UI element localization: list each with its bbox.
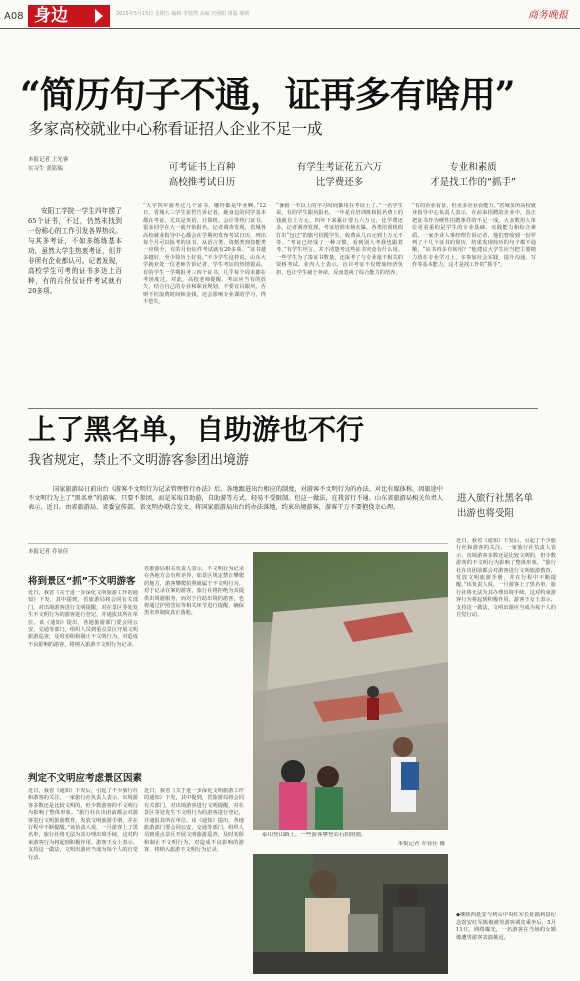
story2-deck: 我省规定，禁止不文明游客参团出境游 (28, 453, 250, 468)
story2-headline: 上了黑名单，自助游也不行 (28, 413, 365, 446)
story2-col2-body: 省旅游局相关负责人表示，不文明行为记录在各地方会有所差异，如景区规定禁止攀爬的地方，游客攀爬拍照就属于不文明行为。对于记录在案的游客，旅行社将拒绝为其提供出境游服务，而对于自助出境的游客，也将通过护照签证等相关环节进行提醒，确保黑名单制度真正落地。 (144, 566, 244, 617)
section-title: 身边 (34, 6, 68, 26)
photo-caption: 泰山登山路上，一些游客攀登岩石拍照嬉。 (262, 832, 367, 838)
story1-deck: 多家高校就业中心称看证招人企业不足一成 (28, 120, 323, 138)
story1-headline: “简历句子不通，证再多有啥用” (20, 74, 515, 116)
story1-col3-heading: 专业和素质 才是找工作的“抓手” (430, 162, 516, 188)
photo-credit: 本报记者 乔显佳 摄 (397, 841, 445, 847)
story2-col1-body-2: 近日，我省《通知》下发后，引起了不少旅行社和游客的关注。一家旅行社负责人表示，出境游客多数还是比较文明的，但少数游客的不文明行为影响了整体形象。“旅行社在出团前都会对游客进行文明旅游教育，发放文明旅游手册，并在行程中不断提醒。”该负责人说，一旦游客上了黑名单，旅行社将无法为其办理出境手续，这对约束游客行为将起到积极作用。游客王女士表示，支持这一做法，文明出游应当成为每个人的自觉行动。 (28, 788, 138, 861)
story2-lead: 国家旅游局日前出台《游客不文明行为记录管理暂行办法》后，各地跟进出台相应的制度，对游客不文明行为的办法、对比有媒体称，因旅途中不文明行为上了“黑名单”的游客，只要不参团，而是采取自助游，自助游等方式，轻易不受限制。但这一做法，在我省行不通。山东省旅游局相关负责人表示，近日，由省旅游局、省委宣传部、省文明办联合发文，将国家旅游局出台的办法落地，约束出境游客，游客干万不要抱侥幸心理。 (28, 486, 443, 511)
story1-col2-heading: 有学生考证花五六万 比学费还多 (296, 162, 383, 188)
photo2-caption: ◆继陕西延安与利山中央红军长征路利泉纪念馆安红军陈俊被男游客调皮乘坐后，5月11日，网络曝光，一名游客在当场的女婿像遭男游客表演挑逗。 (456, 912, 556, 941)
page-number: A08 (4, 11, 24, 22)
story2-subhead-2: 判定不文明应考虑景区因素 (28, 773, 143, 784)
story2-subhead-1: 将到景区“抓”不文明游客 (28, 576, 136, 587)
photo-statue (253, 854, 448, 974)
story1-col1-body: “大学四年游考过几个证书，哪样都是毕业啊。”12日，省城大三学生崔哲告诉记者，她身边的同学基本都在考证，尤其是英语、计算机、会计等热门证书，很多同学在大一就开始报名。记者调查发现，省城各高校就业指导中心都会在学期初发布考试日历，列出每个月可以报考的证书，从语言类、资格类到技能类一应俱全，有的月份证件考试就有20多项。“证书越多越好，至少简历上好看。”不少学生这样说。山东大学就业处一位老师告诉记者，学生考证的热情很高，有的学生一学期报考三四个证书，几乎每个周末都在考场度过。对此，高校老师提醒，考证应当有的放矢，结合自己的专业和职业规划，不要盲目跟风，否则不但浪费时间和金钱，还会影响专业课的学习，得不偿失。 (143, 203, 266, 306)
paper-logo: 商务晚报 (528, 10, 568, 21)
story2-byline: 本报记者 乔显佳 (28, 549, 69, 555)
chevron-icon (95, 9, 103, 23)
photo-scene (253, 552, 448, 830)
masthead-meta: 2015年5月15日 星期五 编辑 李倩然 美编 宫照阳 组版 郝莉 (116, 11, 250, 17)
story2-side-body: 近日，我省《通知》下发后，引起了不少旅行社和游客的关注。一家旅行社负责人表示，出境游客多数还是比较文明的，但少数游客的不文明行为影响了整体形象。“旅行社在出团前都会对游客进行文明旅游教育，发放文明旅游手册，并在行程中不断提醒。”该负责人说，一旦游客上了黑名单，旅行社将无法为其办理出境手续，这对约束游客行为将起到积极作用。游客王女士表示，支持这一做法，文明出游应当成为每个人的自觉行动。 (456, 538, 556, 619)
story1-col1-heading: 可考证书上百种 高校推考试日历 (168, 162, 236, 188)
story2-col1-body: 近日，我省《关于进一步深化文明旅游工作的通知》下发，其中提到，省旅游局将会同有关部门，对出境游客进行文明提醒，对在景区等处发生不文明行为的游客进行登记，并通报其所在单位。该《通知》提出，各地旅游部门要会同公安、交通等部门，组织人员到重点景区开展文明旅游巡查，及时劝阻和制止不文明行为，对造成不良影响的游客，将纳入旅游不文明行为记录。 (28, 590, 138, 648)
story2-side-heading: 进入旅行社黑名单 出游也将受阻 (457, 493, 534, 519)
story1-col3-body: “有的企业看证，但更多企业看能力。”省城多所高校就业指导中心负责人表示，在前来招聘的企业中，真正把证书作为硬性招聘条件的不足一成，大多数用人单位更看重的是学生的专业基础、实践能力和综合素质。一家企业人事经理告诉记者，他们曾收到一份罗列了十几个证书的简历，结果发现简历的句子都不通顺，“证书再多有啥用？”他建议大学生应当把主要精力放在专业学习上，多参加社会实践，提升沟通、写作等基本能力，这才是找工作的“抓手”。 (412, 203, 536, 269)
photo-statue-scene (253, 854, 448, 974)
photo-mountain-climbers (253, 552, 448, 830)
story1-byline: 本报记者 王光睿 实习生 张铭瑞 (28, 157, 69, 172)
story1-lead: 安阳工学院一学生四年捞了65个证书，不过，仍然未找到一份称心的工作引发各界热议。与其多考证，不如多练练基本功，虽然大学生热衷考证，但并非所有企业都认可。记者发现，高校学生可考的证书多达上百种，有的月份仅证件考试就有20多项。 (28, 207, 122, 295)
story1-col2-body: “暑假一半以上的学习时间都用在考证上了。”一名学生说，有的学生跟风报名，一年花在培训班和报名费上的钱就有上万元，四年下来累计要五六万元，比学费还多。记者调查发现，考证培训市场火爆，各类培训机构打出“包过”的旗号招揽学生，收费从几百元到上万元不等。“考证已经成了一种习惯，看到别人考我也跟着考。”有学生坦言，并不清楚考这些证书究竟有什么用。一些学生为了凑证书数量，还报考了与专业毫不相关的资格考试。业内人士表示，盲目考证不仅增加经济负担，也让学生疲于奔命，反而忽视了综合能力的培养。 (276, 203, 403, 276)
story2-col2-body-2: 近日，我省《关于进一步深化文明旅游工作的通知》下发，其中提到，省旅游局将会同有关部门，对出境游客进行文明提醒，对在景区等处发生不文明行为的游客进行登记，并通报其所在单位。该《通知》提出，各地旅游部门要会同公安、交通等部门，组织人员到重点景区开展文明旅游巡查，及时劝阻和制止不文明行为，对造成不良影响的游客，将纳入旅游不文明行为记录。 (144, 788, 244, 854)
